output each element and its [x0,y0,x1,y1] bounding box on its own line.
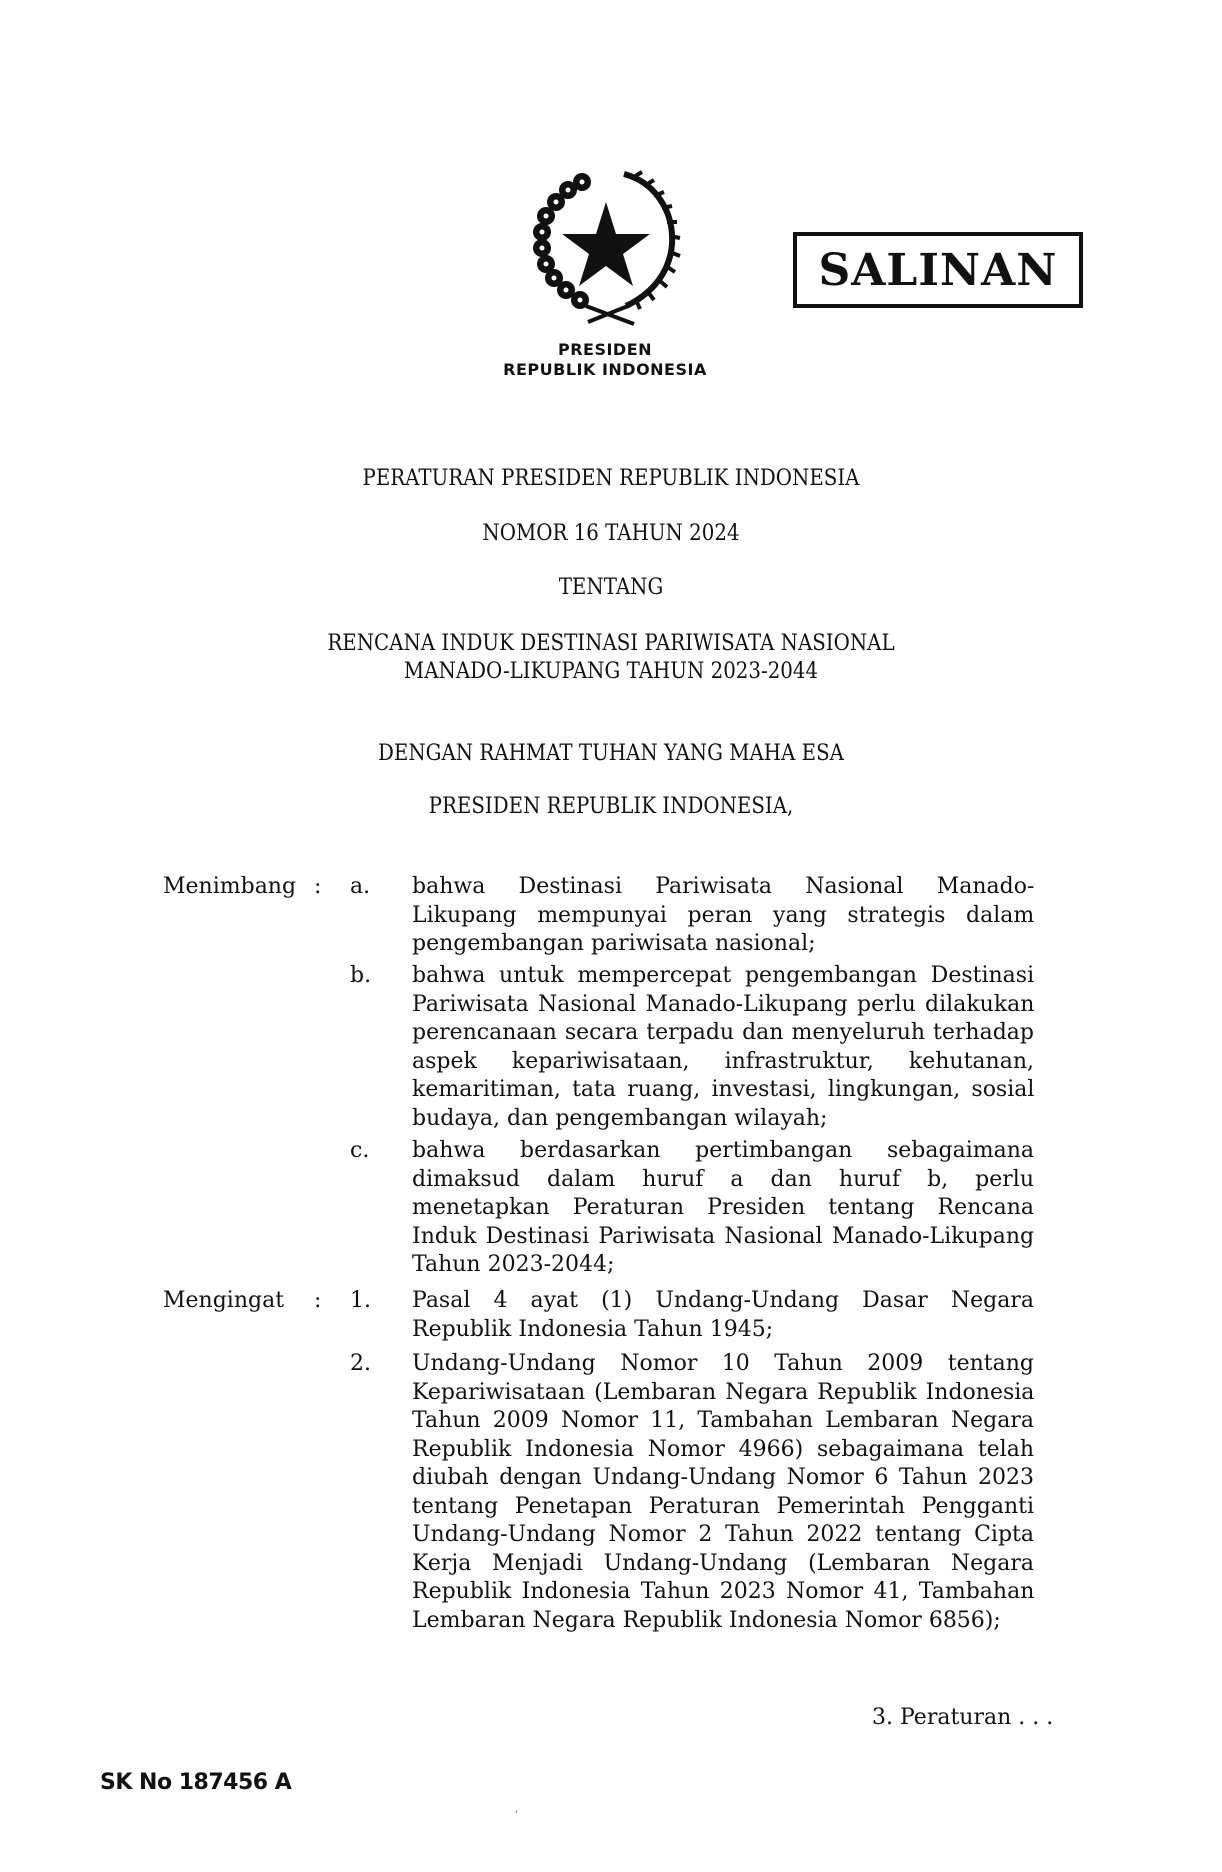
menimbang-label: Menimbang [163,874,297,899]
item-marker: c. [350,1138,370,1163]
text-line: Republik Indonesia Nomor 4966) sebagaimana telah [412,1436,1034,1462]
item-text [412,873,1034,959]
item-text [412,1287,1034,1344]
text-line: budaya, dan pengembangan wilayah; [412,1105,828,1131]
item-marker: b. [350,963,372,988]
item-text [412,1137,1034,1280]
text-line: Lembaran Negara Republik Indonesia Nomor 6856); [412,1607,1001,1633]
mengingat-colon: : [314,1288,322,1313]
invocation: DENGAN RAHMAT TUHAN YANG MAHA ESA [378,741,844,766]
text-line: Pariwisata Nasional Manado-Likupang perlu dilakukan [412,991,1035,1017]
regulation-subject-line2: MANADO-LIKUPANG TAHUN 2023-2044 [403,659,819,684]
text-line: tentang Penetapan Peraturan Pemerintah Pengganti [412,1493,1034,1519]
regulation-subject-line1: RENCANA INDUK DESTINASI PARIWISATA NASIONAL [327,631,895,656]
text-line: Likupang mempunyai peran yang strategis dalam [412,902,1035,928]
emblem-caption-line1: PRESIDEN [557,340,653,359]
salinan-stamp [793,232,1083,308]
text-line: aspek kepariwisataan, infrastruktur, kehutanan, [412,1048,1034,1074]
presidential-emblem-icon [524,160,684,330]
text-line: pengembangan pariwisata nasional; [412,931,816,956]
text-line: Republik Indonesia Tahun 1945; [412,1316,774,1342]
item-marker: a. [350,874,371,899]
scan-speck [516,1810,517,1813]
text-line: Undang-Undang Nomor 10 Tahun 2009 tentang [412,1351,1034,1376]
continuation-marker: 3. Peraturan . . . [872,1705,1054,1730]
text-line: Tahun 2023-2044; [412,1252,615,1277]
mengingat-label: Mengingat [163,1288,285,1313]
regulation-number: NOMOR 16 TAHUN 2024 [482,521,740,546]
text-line: menetapkan Peraturan Presiden tentang Rencana [412,1195,1034,1220]
text-line: Undang-Undang Nomor 2 Tahun 2022 tentang Cipta [412,1522,1034,1547]
text-line: Tahun 2009 Nomor 11, Tambahan Lembaran Negara [412,1408,1034,1433]
regulation-about-label: TENTANG [558,575,664,600]
item-marker: 1. [350,1288,371,1313]
item-text [412,962,1034,1133]
regulation-type: PERATURAN PRESIDEN REPUBLIK INDONESIA [362,466,860,491]
text-line: dimaksud dalam huruf a dan huruf b, perlu [412,1166,1034,1192]
text-line: bahwa Destinasi Pariwisata Nasional Manado- [412,874,1035,899]
text-line: perencanaan secara terpadu dan menyeluruh terhadap [412,1020,1034,1045]
text-line: Pasal 4 ayat (1) Undang-Undang Dasar Negara [412,1288,1034,1313]
emblem-caption [420,340,790,380]
text-line: Kepariwisataan (Lembaran Negara Republik Indonesia [412,1379,1035,1405]
salinan-label: SALINAN [818,244,1058,296]
text-line: diubah dengan Undang-Undang Nomor 6 Tahun 2023 [412,1465,1034,1490]
emblem-caption-line2: REPUBLIK INDONESIA [503,360,707,379]
item-marker: 2. [350,1351,371,1376]
menimbang-colon: : [314,874,322,899]
item-text [412,1350,1034,1635]
issuer: PRESIDEN REPUBLIK INDONESIA, [428,794,794,819]
text-line: Kerja Menjadi Undang-Undang (Lembaran Negara [412,1550,1034,1576]
text-line: bahwa untuk mempercepat pengembangan Destinasi [412,963,1035,988]
text-line: bahwa berdasarkan pertimbangan sebagaimana [412,1138,1034,1163]
sk-number: SK No 187456 A [100,1770,292,1795]
text-line: Induk Destinasi Pariwisata Nasional Manado-Likupang [412,1223,1035,1249]
text-line: kemaritiman, tata ruang, investasi, lingkungan, sosial [412,1077,1035,1102]
text-line: Republik Indonesia Tahun 2023 Nomor 41, Tambahan [412,1579,1035,1604]
